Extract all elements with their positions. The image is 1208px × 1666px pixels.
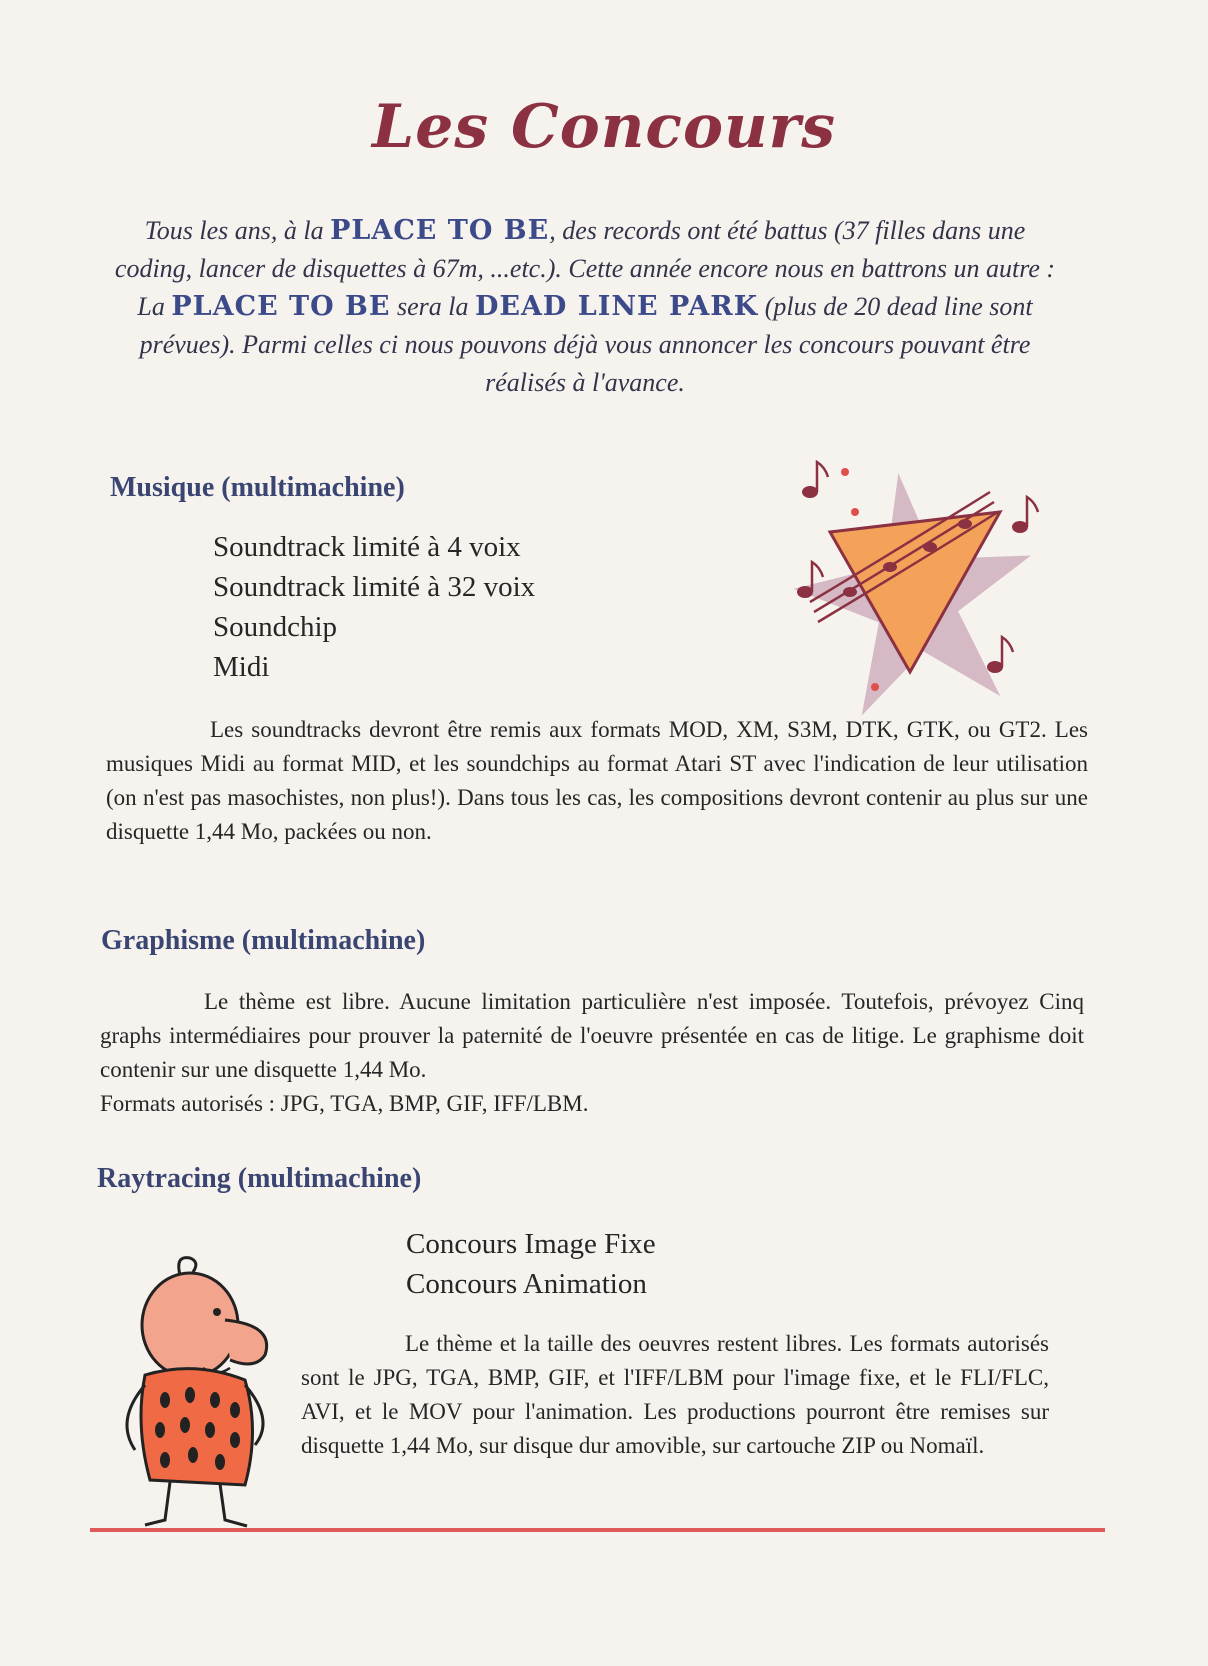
bottom-rule (90, 1528, 1105, 1532)
intro-highlight-3: DEAD LINE PARK (474, 291, 759, 322)
page-title: Les Concours (372, 92, 836, 162)
musique-text: Les soundtracks devront être remis aux formats MOD, XM, S3M, DTK, GTK, ou GT2. Les musiques Midi au format MID, et les soundchips au format Atari ST avec l'indication de leur utilisation (on n'est pas masochistes, non plus!). Dans tous les cas, les compositions devront contenir au plus sur une disquette 1,44 Mo, packées ou non. (106, 717, 1088, 844)
intro-text-4: (plus de 20 dead line sont prévues). Parmi celles ci nous pouvons déjà vous annoncer les concours pouvant être réalisés à l'avance. (139, 292, 1033, 397)
intro-text-2: , des records ont été battus (37 filles dans une coding, lancer de disquettes à 67m, ...etc.). Cette année encore nous en battrons un autre : La (114, 216, 1056, 321)
caveman-illustration (105, 1250, 290, 1540)
raytracing-list (406, 1224, 656, 1304)
intro-highlight-1: PLACE TO BE (330, 215, 550, 246)
intro-paragraph (110, 212, 1060, 402)
raytracing-text: Le thème et la taille des oeuvres restent libres. Les formats autorisés sont le JPG, TGA, BMP, GIF, et l'IFF/LBM pour l'image fixe, et le FLI/FLC, AVI, et le MOV pour l'animation. Les productions pourront être remises sur disquette 1,44 Mo, sur disque dur amovible, sur cartouche ZIP ou Nomaïl. (301, 1331, 1049, 1458)
raytracing-heading: Raytracing (multimachine) (97, 1163, 422, 1194)
graphisme-heading: Graphisme (multimachine) (101, 925, 426, 956)
list-item: Midi (213, 651, 270, 683)
graphisme-formats: Formats autorisés : JPG, TGA, BMP, GIF, IFF/LBM. (100, 1091, 589, 1116)
graphisme-text (100, 985, 1084, 1121)
list-item: Concours Animation (406, 1268, 647, 1300)
list-item: Soundtrack limité à 4 voix (213, 531, 521, 563)
intro-highlight-2: PLACE TO BE (171, 291, 391, 322)
intro-text-3: sera la (390, 292, 475, 321)
list-item: Soundtrack limité à 32 voix (213, 571, 536, 603)
graphisme-body: Le thème est libre. Aucune limitation particulière n'est imposée. Toutefois, prévoyez Cinq graphs intermédiaires pour prouver la paternité de l'oeuvre présentée en cas de litige. Le graphisme doit contenir sur une disquette 1,44 Mo. (100, 989, 1084, 1082)
music-notes-star-icon (790, 452, 1040, 722)
musique-heading: Musique (multimachine) (110, 472, 405, 503)
intro-text-1: Tous les ans, à la (144, 216, 331, 245)
list-item: Soundchip (213, 611, 338, 643)
musique-list (213, 527, 535, 687)
list-item: Concours Image Fixe (406, 1228, 656, 1260)
